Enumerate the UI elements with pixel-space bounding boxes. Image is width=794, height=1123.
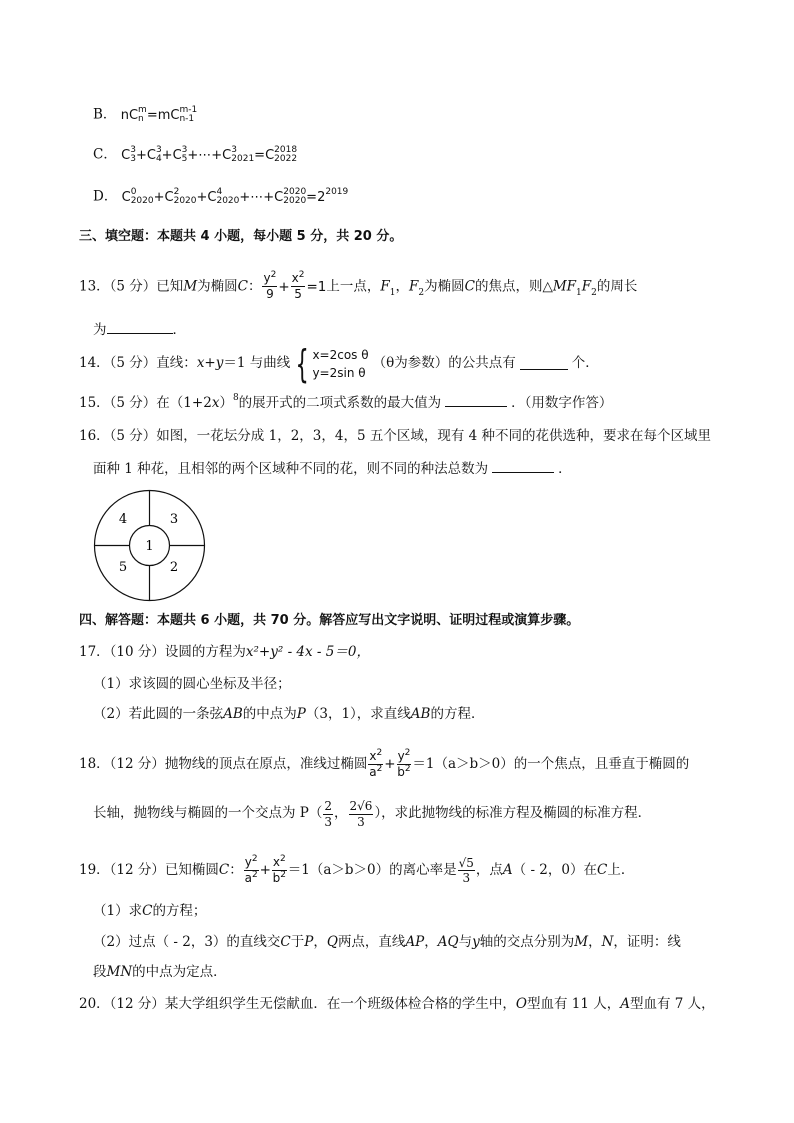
question-17-part2: （2）若此圆的一条弦AB的中点为P（3，1），求直线AB的方程． <box>93 706 485 722</box>
option-d: D． C 0 2020 +C 2 2020 +C 4 2020 +⋯+C 2020 2020 $=2^{2019}$ <box>93 186 349 206</box>
question-16-line2: 面种 1 种花，且相邻的两个区域种不同的花，则不同的种法总数为 ． <box>93 461 572 477</box>
question-19: 19．（12 分）已知椭圆 C ： $\frac{y^2}{a^2}$ + $\frac{x^2}{b^2}$ ＝1（a＞b＞0）的离心率是 $\frac{√5}{3}$ ，点 A （ - 2，0）在 C 上． <box>79 854 635 886</box>
question-19-part2: （2）过点（ - 2，3）的直线交C于P，Q两点，直线AP，AQ与y轴的交点分别为M，N，证明：线 <box>93 934 681 950</box>
q19-eccentricity: $\frac{√5}{3}$ <box>458 855 474 886</box>
q19-ellipse-equation: $\frac{y^2}{a^2}$ + $\frac{x^2}{b^2}$ <box>244 854 286 886</box>
q14-answer-blank[interactable] <box>520 359 568 370</box>
question-19-part2-line2: 段MN的中点为定点． <box>93 964 227 980</box>
q14-parametric-system: { x=2cos θ y=2sin θ <box>295 341 369 386</box>
question-18: 18．（12 分）抛物线的顶点在原点，准线过椭圆 $\frac{x^2}{a^2}$ + $\frac{y^2}{b^2}$ ＝1（a＞b＞0）的一个焦点，且垂直于椭圆的 <box>79 748 690 780</box>
question-19-part1: （1）求C的方程； <box>93 903 207 919</box>
question-17: 17．（10 分）设圆的方程为x²+y² - 4x - 5＝0， <box>79 644 370 660</box>
region-label-2: 2 <box>169 560 179 575</box>
question-13-line2: 为 ． <box>93 322 186 338</box>
q18-point-x: $\frac{2}{3}$ <box>324 799 333 829</box>
region-label-1: 1 <box>145 539 154 554</box>
option-c-formula: C 3 3 +C 3 4 +C 3 5 +⋯+C 3 2021 =C 2018 2022 <box>121 145 298 164</box>
q18-point-y: $\frac{2√6}{3}$ <box>349 799 373 829</box>
question-13: 13．（5 分）已知M为椭圆C： $\frac{y^2}{9}$ + $\frac{x^2}{5}$ =1上一点，$F_1$，$F_2$为椭圆C的焦点，则$\triangle MF_1F_2$的周长 <box>79 270 638 302</box>
region-label-3: 3 <box>169 512 179 527</box>
region-label-5: 5 <box>118 560 128 575</box>
question-14: 14．（5 分）直线： x+y ＝1 与曲线 { x=2cos θ y=2sin θ （θ为参数）的公共点有 个． <box>79 341 599 386</box>
q13-ellipse-equation: $\frac{y^2}{9}$ + $\frac{x^2}{5}$ =1 <box>263 270 327 302</box>
question-16: 16．（5 分）如图，一花坛分成 1，2，3，4，5 五个区域，现有 4 种不同的花供选种，要求在每个区域里 <box>79 428 712 444</box>
q16-answer-blank[interactable] <box>492 462 554 473</box>
region-label-4: 4 <box>118 512 128 527</box>
flower-bed-diagram <box>92 488 207 603</box>
question-17-part1: （1）求该圆的圆心坐标及半径； <box>93 676 291 692</box>
option-b: B． nC m n =mC m-1 n-1 <box>93 105 198 124</box>
question-18-line2: 长轴，抛物线与椭圆的一个交点为 P（ $\frac{2}{3}$ ， $\frac{2√6}{3}$ ），求此抛物线的标准方程及椭圆的标准方程． <box>93 799 652 829</box>
q15-answer-blank[interactable] <box>445 396 507 407</box>
section-four-heading: 四、解答题：本题共 6 小题，共 70 分。解答应写出文字说明、证明过程或演算步骤。 <box>79 613 580 628</box>
q13-answer-blank[interactable] <box>107 323 173 334</box>
section-three-heading: 三、填空题：本题共 4 小题，每小题 5 分，共 20 分。 <box>79 229 403 244</box>
question-15: 15．（5 分）在$(1+2x)^8$的展开式的二项式系数的最大值为 ．（用数字作答） <box>79 393 613 411</box>
option-c: C． C 3 3 +C 3 4 +C 3 5 +⋯+C 3 2021 =C 2018 2022 <box>93 145 298 164</box>
option-d-formula: C 0 2020 +C 2 2020 +C 4 2020 +⋯+C 2020 2020 $=2^{2019}$ <box>121 186 349 206</box>
question-20: 20．（12 分）某大学组织学生无偿献血．在一个班级体检合格的学生中，O型血有 11 人，A型血有 7 人， <box>79 996 715 1012</box>
q18-ellipse-equation: $\frac{x^2}{a^2}$ + $\frac{y^2}{b^2}$ <box>369 748 411 780</box>
option-b-formula: nC m n =mC m-1 n-1 <box>120 105 198 124</box>
